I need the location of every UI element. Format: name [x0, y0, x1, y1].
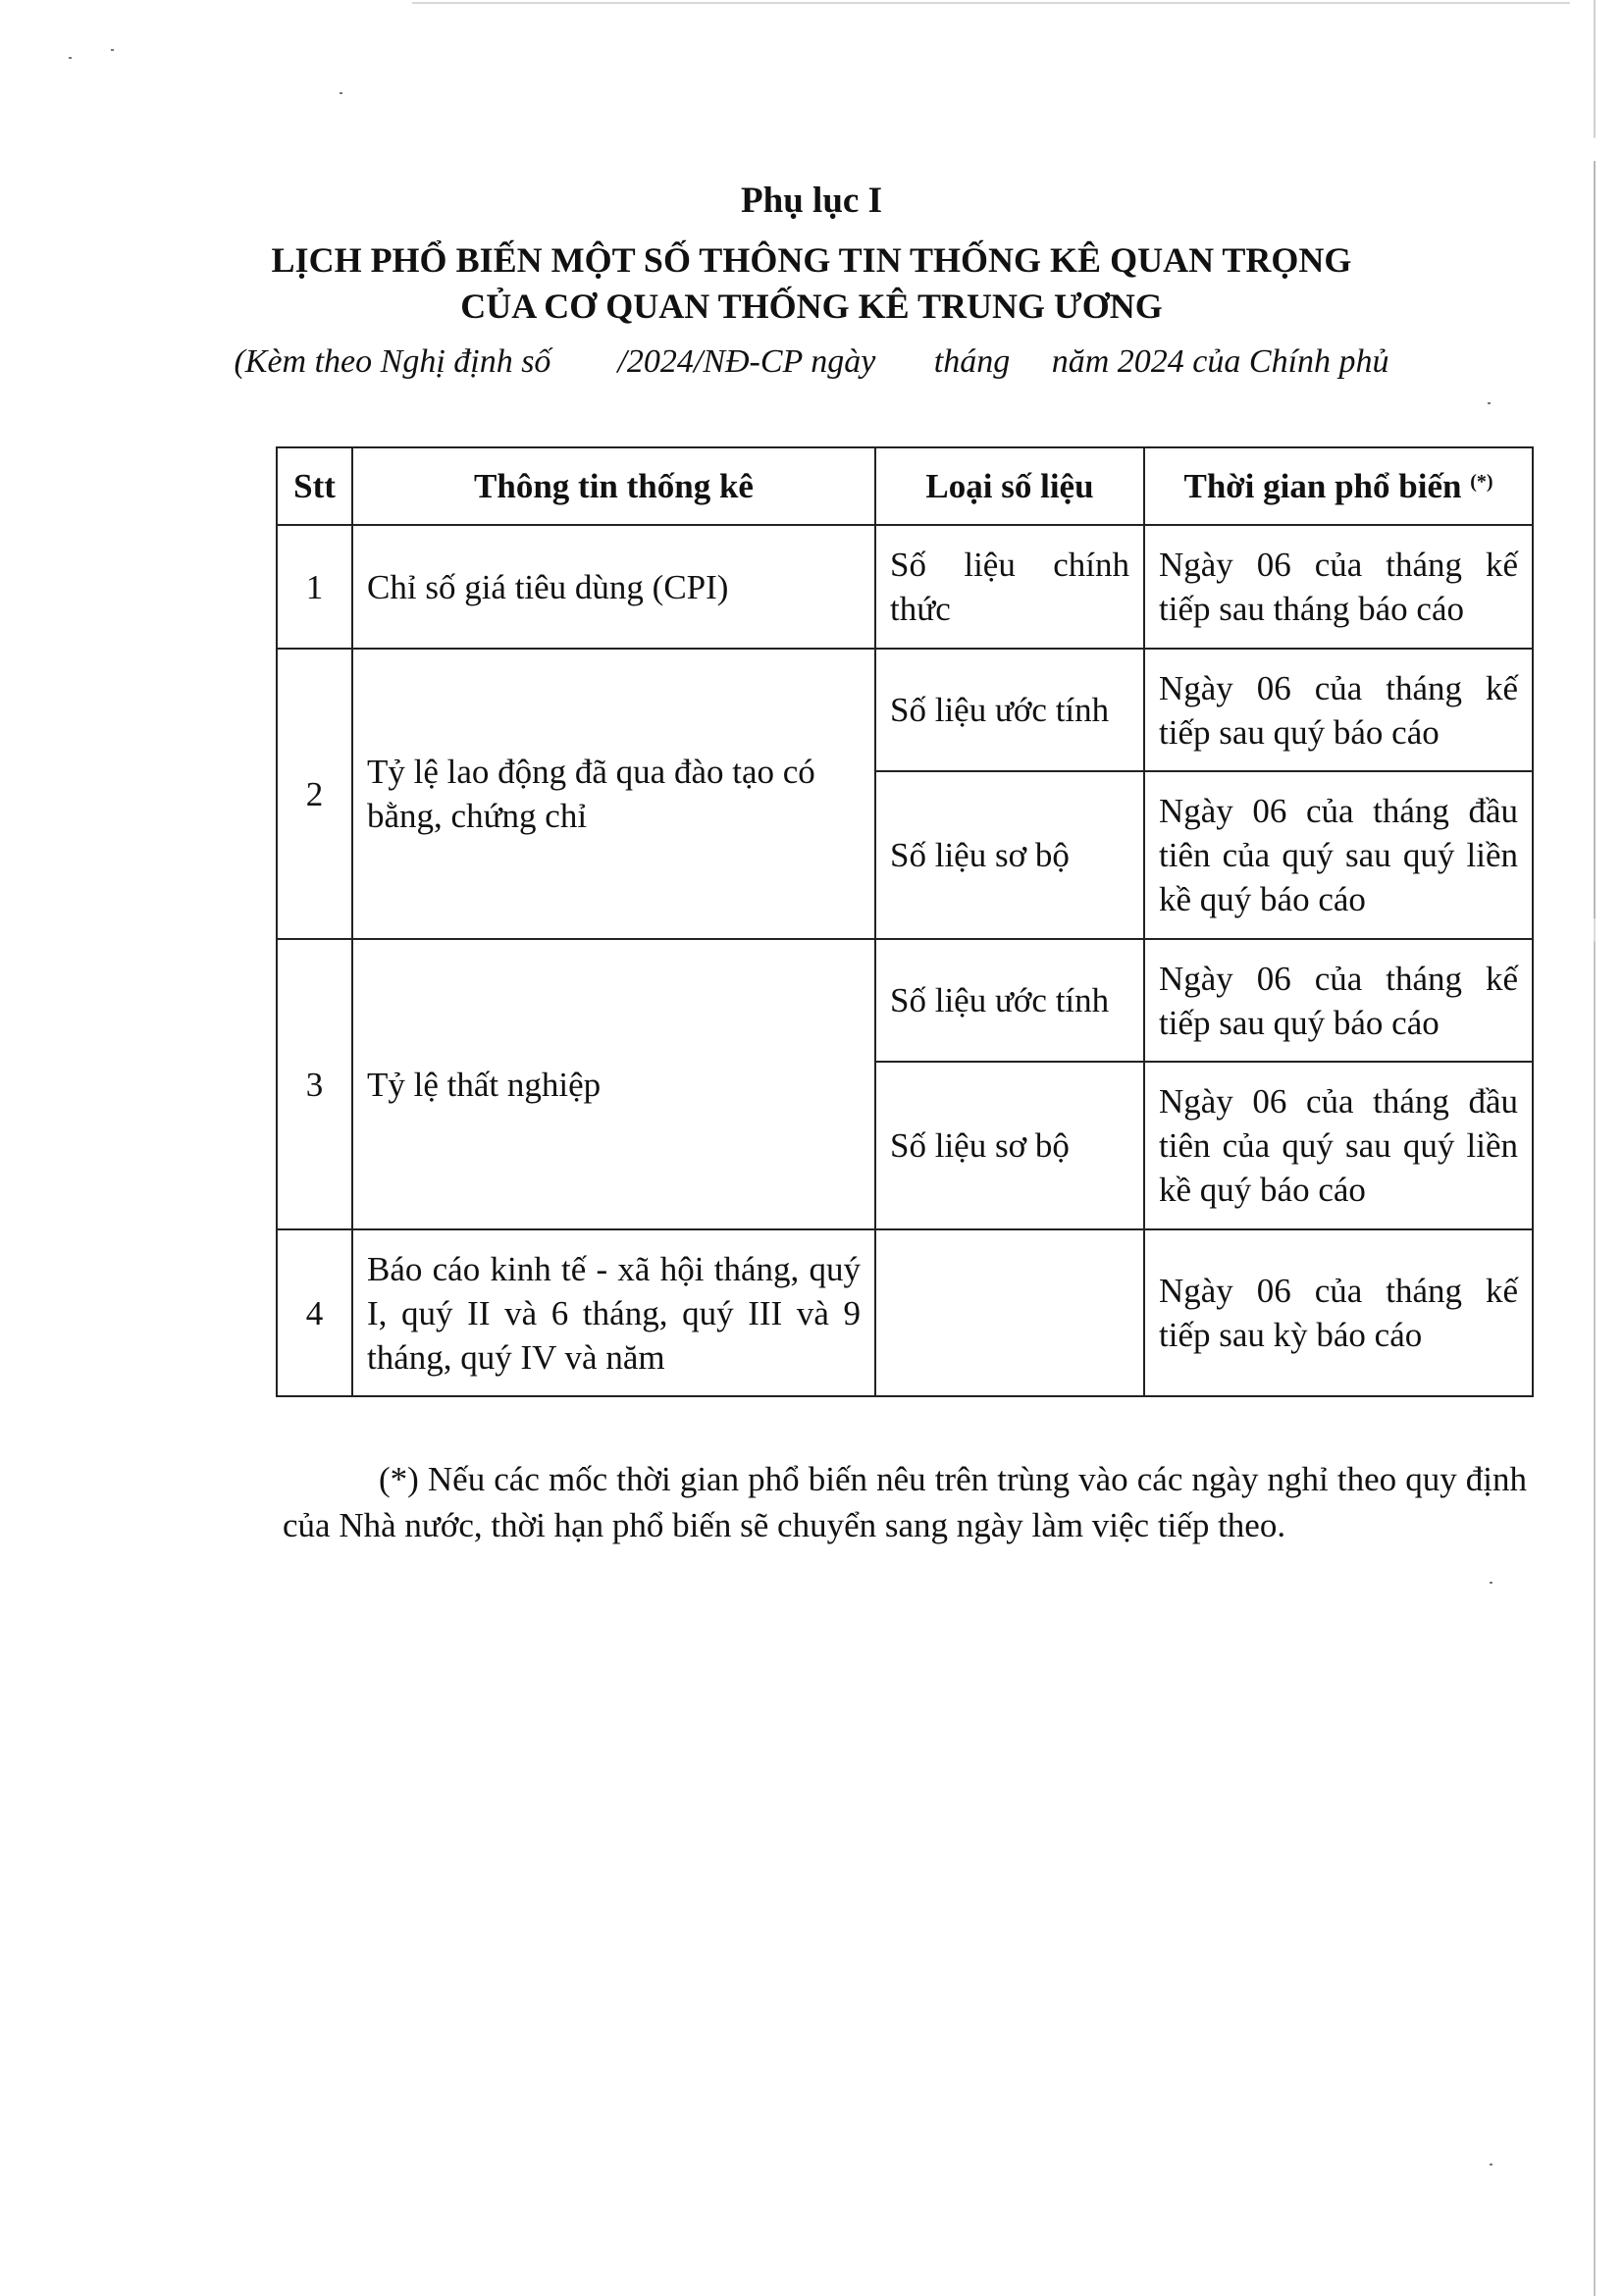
scan-speck: [69, 57, 72, 59]
row-stt: 4: [277, 1229, 352, 1396]
row-stt: 3: [277, 939, 352, 1229]
subtitle-reference: (Kèm theo Nghị định số /2024/NĐ-CP ngày tháng năm 2024 của Chính phủ: [234, 343, 1389, 380]
row-time: Ngày 06 của tháng đầu tiên của quý sau quý liền kề quý báo cáo: [1144, 771, 1533, 939]
row-stt: 2: [277, 649, 352, 939]
header-time-label: Thời gian phổ biến: [1183, 467, 1462, 505]
row-type: Số liệu chính thức: [875, 525, 1144, 649]
row-time: Ngày 06 của tháng kế tiếp sau kỳ báo cáo: [1144, 1229, 1533, 1396]
row-info: Tỷ lệ thất nghiệp: [352, 939, 875, 1229]
row-type: Số liệu sơ bộ: [875, 771, 1144, 939]
header-time-mark: (*): [1470, 471, 1493, 493]
row-stt: 1: [277, 525, 352, 649]
row-time: Ngày 06 của tháng đầu tiên của quý sau quý liền kề quý báo cáo: [1144, 1062, 1533, 1229]
scan-speck: [340, 92, 342, 94]
scan-edge-top: [412, 2, 1570, 4]
header-stt: Stt: [277, 447, 352, 525]
row-time: Ngày 06 của tháng kế tiếp sau tháng báo cáo: [1144, 525, 1533, 649]
header-info: Thông tin thống kê: [352, 447, 875, 525]
row-type: Số liệu ước tính: [875, 649, 1144, 771]
row-time: Ngày 06 của tháng kế tiếp sau quý báo cáo: [1144, 939, 1533, 1062]
table-row: [277, 525, 1533, 649]
row-type: [875, 1229, 1144, 1396]
scan-speck: [1490, 2164, 1492, 2166]
row-type: Số liệu ước tính: [875, 939, 1144, 1062]
scan-speck: [1490, 1582, 1492, 1584]
row-info: Tỷ lệ lao động đã qua đào tạo có bằng, chứng chỉ: [352, 649, 875, 939]
table-header-row: [277, 447, 1533, 525]
row-type: Số liệu sơ bộ: [875, 1062, 1144, 1229]
appendix-label: Phụ lục I: [741, 181, 882, 221]
header-time: [1144, 447, 1533, 525]
scan-speck: [1488, 402, 1491, 404]
header-type: Loại số liệu: [875, 447, 1144, 525]
row-time: Ngày 06 của tháng kế tiếp sau quý báo cáo: [1144, 649, 1533, 771]
title-line-2: CỦA CƠ QUAN THỐNG KÊ TRUNG ƯƠNG: [460, 287, 1163, 326]
table-row: [277, 1229, 1533, 1396]
row-info: Báo cáo kinh tế - xã hội tháng, quý I, quý II và 6 tháng, quý III và 9 tháng, quý IV và năm: [352, 1229, 875, 1396]
row-info: Chỉ số giá tiêu dùng (CPI): [352, 525, 875, 649]
scan-speck: [111, 49, 114, 51]
statistics-schedule-table: [276, 446, 1534, 1397]
table-row: [277, 939, 1533, 1062]
table-row: [277, 649, 1533, 771]
footnote: (*) Nếu các mốc thời gian phổ biến nêu trên trùng vào các ngày nghỉ theo quy định của Nhà nước, thời hạn phổ biến sẽ chuyển sang ngày làm việc tiếp theo.: [283, 1460, 1527, 1544]
title-line-1: LỊCH PHỔ BIẾN MỘT SỐ THÔNG TIN THỐNG KÊ QUAN TRỌNG: [271, 240, 1352, 280]
